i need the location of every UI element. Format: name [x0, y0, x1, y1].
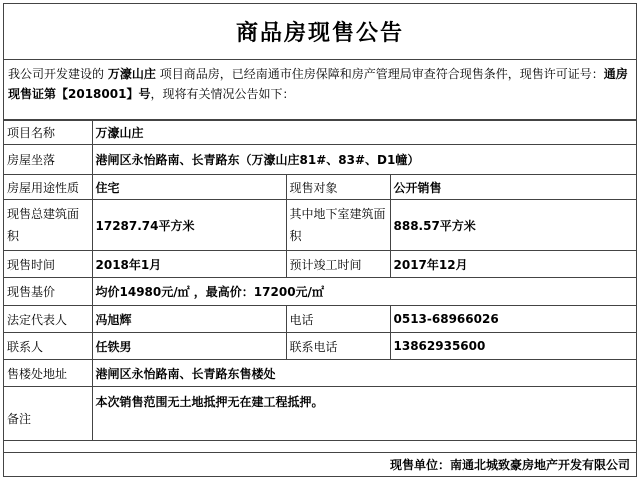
basement-value: 888.57平方米	[390, 200, 636, 251]
project-name-value: 万濠山庄	[92, 121, 636, 145]
contact-value: 任铁男	[92, 333, 286, 360]
contact-phone-label: 联系电话	[286, 333, 390, 360]
intro-project-name: 万濠山庄	[107, 67, 156, 81]
table-row	[4, 387, 636, 441]
intro-text-1: 我公司开发建设的	[8, 67, 105, 81]
sale-time-label: 现售时间	[4, 251, 92, 278]
project-name-label: 项目名称	[4, 121, 92, 145]
usage-label: 房屋用途性质	[4, 175, 92, 200]
issuing-company: 现售单位：南通北城致豪房地产开发有限公司	[4, 452, 636, 476]
area-value: 17287.74平方米	[92, 200, 286, 251]
basement-label: 其中地下室建筑面积	[286, 200, 390, 251]
phone-label: 电话	[286, 306, 390, 333]
contact-label: 联系人	[4, 333, 92, 360]
table-row	[4, 251, 636, 278]
table-row	[4, 360, 636, 387]
table-row	[4, 278, 636, 306]
table-row	[4, 121, 636, 145]
sale-time-value: 2018年1月	[92, 251, 286, 278]
intro-text-2: 项目商品房，已经南通市住房保障和房产管理局审查符合现售条件，现售许可证号：	[159, 67, 604, 81]
table-row	[4, 200, 636, 251]
completion-label: 预计竣工时间	[286, 251, 390, 278]
target-label: 现售对象	[286, 175, 390, 200]
completion-value: 2017年12月	[390, 251, 636, 278]
page-title: 商品房现售公告	[4, 4, 636, 60]
price-label: 现售基价	[4, 278, 92, 306]
phone-value: 0513-68966026	[390, 306, 636, 333]
table-row	[4, 145, 636, 175]
sales-office-label: 售楼处地址	[4, 360, 92, 387]
remarks-label: 备注	[4, 387, 92, 441]
intro-text-3: ，现将有关情况公告如下：	[150, 87, 295, 101]
usage-value: 住宅	[92, 175, 286, 200]
legal-rep-label: 法定代表人	[4, 306, 92, 333]
target-value: 公开销售	[390, 175, 636, 200]
intro-permit-number: 通房现售证第【2018001】号	[8, 67, 628, 101]
announcement-document	[3, 3, 637, 477]
intro-paragraph	[4, 60, 636, 120]
legal-rep-value: 冯旭辉	[92, 306, 286, 333]
price-value: 均价14980元/㎡ ，最高价：17200元/㎡	[92, 278, 636, 306]
table-row	[4, 306, 636, 333]
area-label: 现售总建筑面积	[4, 200, 92, 251]
sales-office-value: 港闸区永怡路南、长青路东售楼处	[92, 360, 636, 387]
location-value: 港闸区永怡路南、长青路东（万濠山庄81#、83#、D1幢）	[92, 145, 636, 175]
remarks-value: 本次销售范围无土地抵押无在建工程抵押。	[92, 387, 636, 441]
table-row	[4, 333, 636, 360]
location-label: 房屋坐落	[4, 145, 92, 175]
table-row	[4, 175, 636, 200]
contact-phone-value: 13862935600	[390, 333, 636, 360]
info-table	[4, 120, 636, 441]
